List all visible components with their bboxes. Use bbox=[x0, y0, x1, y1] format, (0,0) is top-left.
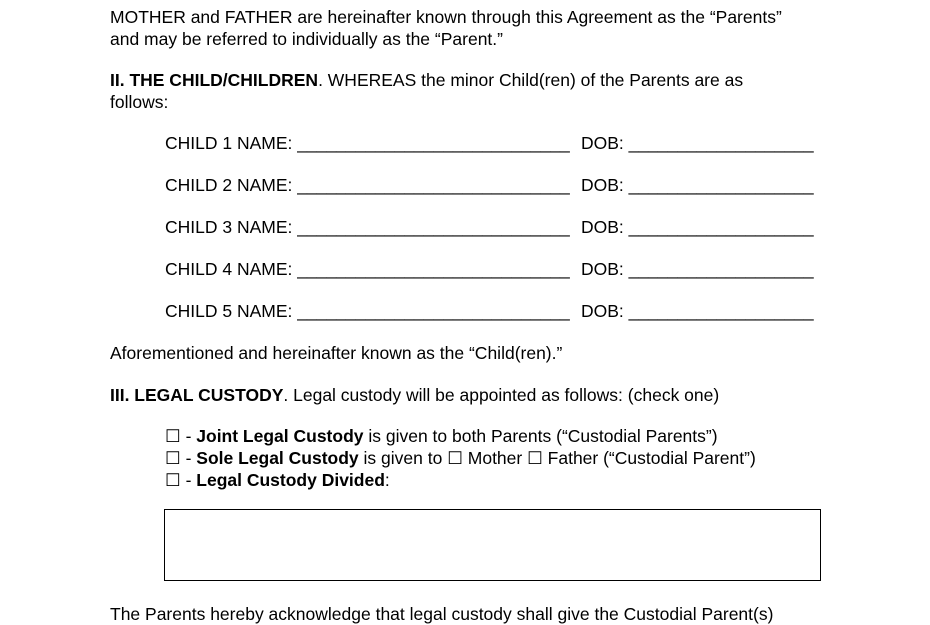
sole-custody-checkbox[interactable]: ☐ bbox=[165, 448, 181, 468]
joint-custody-text: is given to both Parents (“Custodial Parents”) bbox=[363, 426, 718, 446]
option-dash: - bbox=[180, 448, 197, 468]
child-3-dob-field[interactable]: DOB: ___________________ bbox=[581, 217, 814, 237]
divided-colon: : bbox=[384, 470, 390, 490]
option-dash: - bbox=[180, 470, 197, 490]
section-3-text: . Legal custody will be appointed as follows: (check one) bbox=[283, 385, 720, 405]
joint-custody-checkbox[interactable]: ☐ bbox=[165, 426, 181, 446]
child-5-dob-field[interactable]: DOB: ___________________ bbox=[581, 301, 814, 321]
divided-custody-option bbox=[165, 469, 390, 491]
father-label: Father (“Custodial Parent”) bbox=[542, 448, 756, 468]
intro-line-2: and may be referred to individually as the “Parent.” bbox=[110, 29, 503, 49]
child-2-row bbox=[165, 174, 814, 196]
child-4-dob-field[interactable]: DOB: ___________________ bbox=[581, 259, 814, 279]
section-2-line-1 bbox=[110, 69, 830, 91]
footer-text: The Parents hereby acknowledge that legal custody shall give the Custodial Parent(s) bbox=[110, 604, 774, 624]
child-4-row bbox=[165, 258, 814, 280]
section-2-heading: II. THE CHILD/CHILDREN bbox=[110, 70, 319, 90]
aforementioned-text: Aforementioned and hereinafter known as the “Child(ren).” bbox=[110, 343, 563, 363]
child-3-name-field[interactable]: CHILD 3 NAME: ____________________________ bbox=[165, 217, 570, 237]
custody-divided-text-box[interactable] bbox=[164, 509, 821, 581]
option-dash: - bbox=[180, 426, 197, 446]
section-2-line-2: follows: bbox=[110, 92, 169, 112]
sole-custody-option bbox=[165, 447, 756, 469]
father-checkbox[interactable]: ☐ bbox=[527, 448, 543, 468]
intro-line-1: MOTHER and FATHER are hereinafter known through this Agreement as the “Parents” bbox=[110, 7, 782, 27]
child-1-row bbox=[165, 132, 814, 154]
joint-custody-option bbox=[165, 425, 718, 447]
child-2-dob-field[interactable]: DOB: ___________________ bbox=[581, 175, 814, 195]
section-3-heading: III. LEGAL CUSTODY bbox=[110, 385, 284, 405]
divided-custody-label: Legal Custody Divided bbox=[196, 470, 385, 490]
mother-label: Mother bbox=[462, 448, 528, 468]
sole-custody-text: is given to bbox=[358, 448, 448, 468]
child-1-name-field[interactable]: CHILD 1 NAME: ____________________________ bbox=[165, 133, 570, 153]
child-5-name-field[interactable]: CHILD 5 NAME: ____________________________ bbox=[165, 301, 570, 321]
section-2-text: . WHEREAS the minor Child(ren) of the Parents are as bbox=[318, 70, 744, 90]
mother-checkbox[interactable]: ☐ bbox=[447, 448, 463, 468]
child-3-row bbox=[165, 216, 814, 238]
joint-custody-label: Joint Legal Custody bbox=[196, 426, 364, 446]
child-1-dob-field[interactable]: DOB: ___________________ bbox=[581, 133, 814, 153]
child-5-row bbox=[165, 300, 814, 322]
divided-custody-checkbox[interactable]: ☐ bbox=[165, 470, 181, 490]
sole-custody-label: Sole Legal Custody bbox=[196, 448, 359, 468]
child-4-name-field[interactable]: CHILD 4 NAME: ____________________________ bbox=[165, 259, 570, 279]
child-2-name-field[interactable]: CHILD 2 NAME: ____________________________ bbox=[165, 175, 570, 195]
section-3-line bbox=[110, 384, 830, 406]
